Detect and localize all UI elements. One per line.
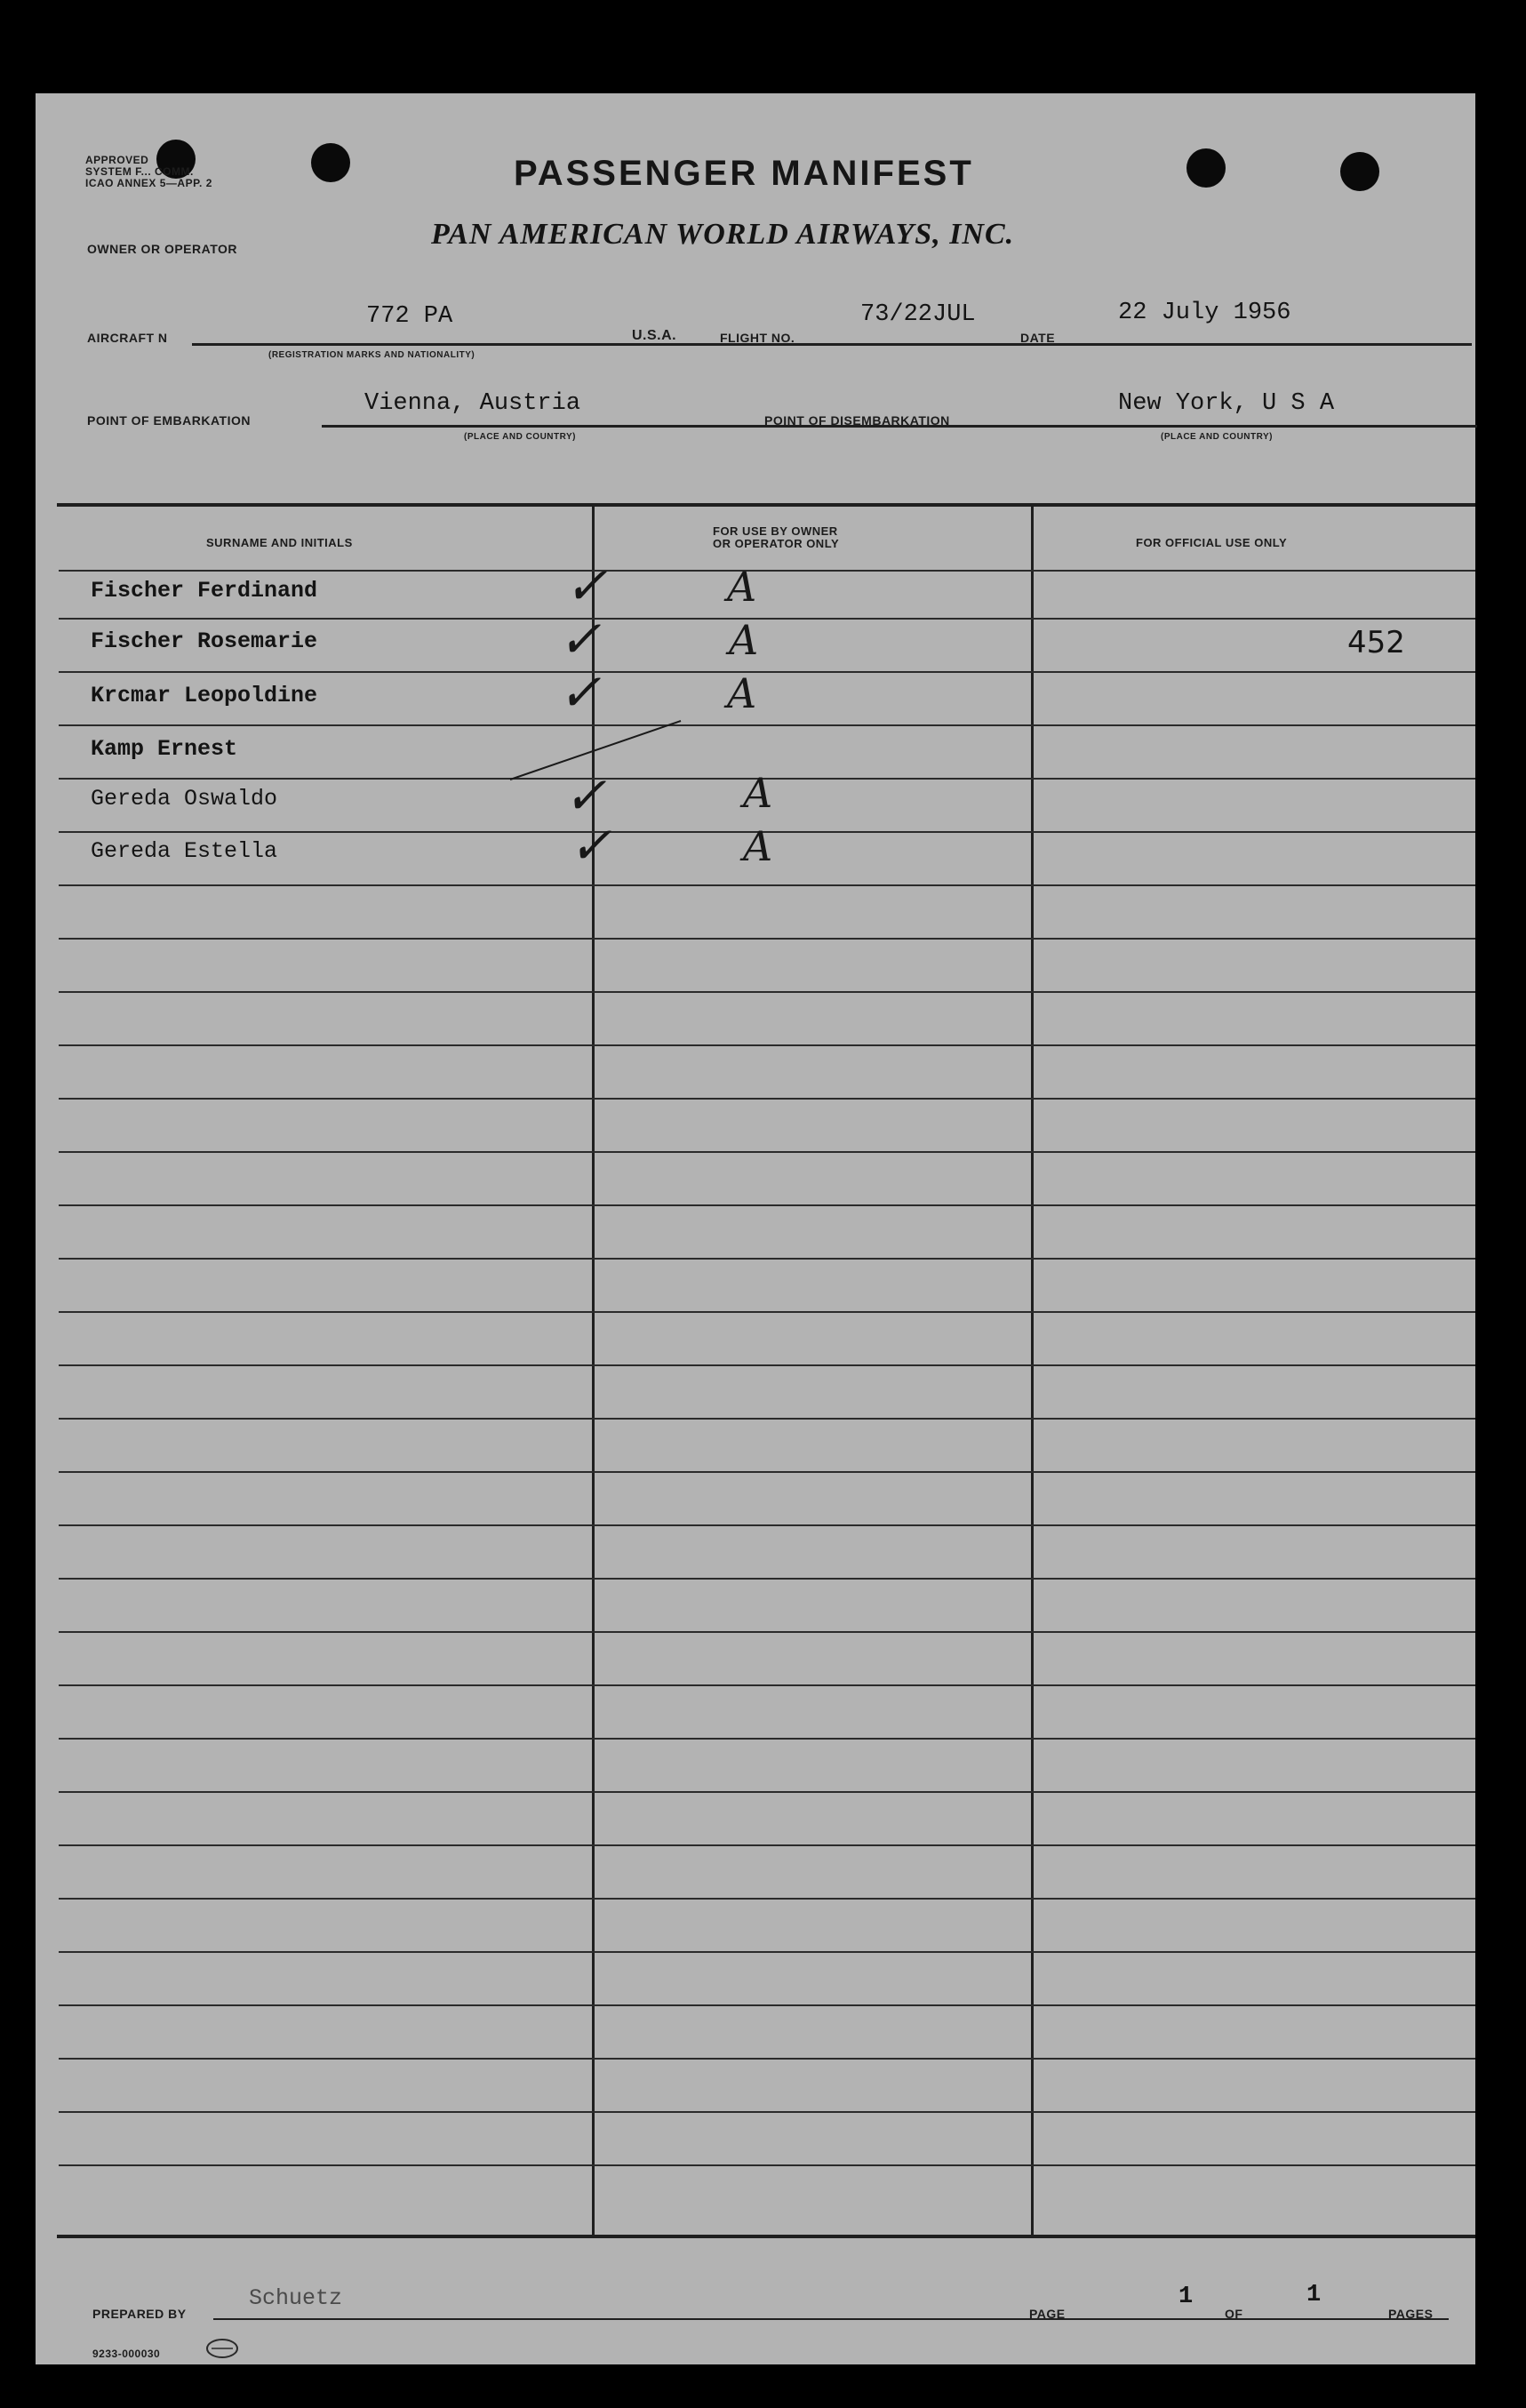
table-row-rule [59,1578,1475,1580]
flight-value: 73/22JUL [860,301,976,328]
table-top-rule [57,503,1475,507]
table-row-rule [59,671,1475,673]
airline-name: PAN AMERICAN WORLD AIRWAYS, INC. [431,218,1015,251]
table-row-rule [59,1898,1475,1900]
table-row-rule [59,1204,1475,1206]
place-caption: (PLACE AND COUNTRY) [464,432,576,442]
table-row-rule [59,1418,1475,1420]
table-row-rule [59,1044,1475,1046]
prepared-label: PREPARED BY [92,2307,187,2321]
table-row-rule [59,724,1475,726]
table-row-rule [59,618,1475,620]
table-row-rule [59,2004,1475,2006]
table-row-rule [59,1738,1475,1740]
of-label: OF [1225,2307,1243,2321]
passenger-name: Kamp Ernest [91,736,238,762]
embarkation-value: Vienna, Austria [364,390,581,417]
passenger-name: Fischer Ferdinand [91,578,318,604]
passenger-name: Fischer Rosemarie [91,628,318,654]
owner-mark: A [727,563,757,611]
passenger-name: Gereda Oswaldo [91,786,278,812]
aircraft-value: 772 PA [366,303,453,330]
table-row-rule [59,570,1475,572]
owner-mark: A [729,616,759,664]
table-row-rule [59,2058,1475,2060]
disembarkation-value: New York, U S A [1118,390,1335,417]
table-row-rule [59,1951,1475,1953]
table-row-rule [59,1684,1475,1686]
column-header-surname: SURNAME AND INITIALS [206,536,353,549]
disembarkation-label: POINT OF DISEMBARKATION [764,413,950,428]
usa-label: U.S.A. [632,328,677,343]
punch-hole [1186,148,1226,188]
registration-caption: (REGISTRATION MARKS AND NATIONALITY) [268,350,475,360]
date-label: DATE [1020,331,1056,345]
strike-line [507,716,684,787]
printer-seal-icon [204,2337,240,2360]
column-divider [1031,505,1034,2235]
embarkation-label: POINT OF EMBARKATION [87,413,251,428]
table-bottom-rule [57,2235,1475,2238]
approval-line: ICAO ANNEX 5—APP. 2 [85,177,212,189]
table-row-rule [59,1844,1475,1846]
column-header-owner: OR OPERATOR ONLY [713,537,840,550]
official-entry: 452 [1347,625,1405,660]
check-mark: ✓ [569,815,612,876]
check-mark: ✓ [558,662,602,723]
form-title: PASSENGER MANIFEST [514,154,974,193]
table-row-rule [59,1791,1475,1793]
flight-label: FLIGHT NO. [720,331,795,345]
owner-label: OWNER OR OPERATOR [87,242,237,256]
approval-line: SYSTEM F... COMM. [85,165,194,178]
table-row-rule [59,1364,1475,1366]
table-row-rule [59,938,1475,940]
passenger-name: Gereda Estella [91,838,278,864]
owner-mark: A [743,822,773,870]
check-mark: ✓ [563,765,607,826]
page-label: PAGE [1029,2307,1066,2321]
table-row-rule [59,1311,1475,1313]
table-row-rule [59,1524,1475,1526]
form-number: 9233-000030 [92,2348,161,2360]
approval-line: APPROVED [85,154,149,166]
table-row-rule [59,1471,1475,1473]
date-value: 22 July 1956 [1118,300,1291,326]
pages-value: 1 [1306,2282,1322,2308]
aircraft-label: AIRCRAFT N [87,331,168,345]
punch-hole [311,143,350,182]
pages-label: PAGES [1388,2307,1434,2321]
column-header-owner: FOR USE BY OWNER [713,524,838,538]
place-caption: (PLACE AND COUNTRY) [1161,432,1273,442]
check-mark: ✓ [564,556,608,616]
table-row-rule [59,2164,1475,2166]
table-row-rule [59,1098,1475,1100]
owner-mark: A [727,669,757,717]
table-row-rule [59,991,1475,993]
aircraft-underline [192,343,1472,346]
punch-hole [1340,152,1379,191]
table-row-rule [59,1258,1475,1260]
table-row-rule [59,884,1475,886]
table-row-rule [59,2111,1475,2113]
prepared-value: Schuetz [249,2285,343,2311]
table-row-rule [59,1631,1475,1633]
page-value: 1 [1178,2284,1194,2310]
owner-mark: A [743,769,773,817]
manifest-sheet [36,93,1475,2364]
prepared-underline [213,2318,1449,2320]
column-header-official: FOR OFFICIAL USE ONLY [1136,536,1288,549]
passenger-name: Krcmar Leopoldine [91,683,318,708]
table-row-rule [59,1151,1475,1153]
check-mark: ✓ [558,609,602,669]
